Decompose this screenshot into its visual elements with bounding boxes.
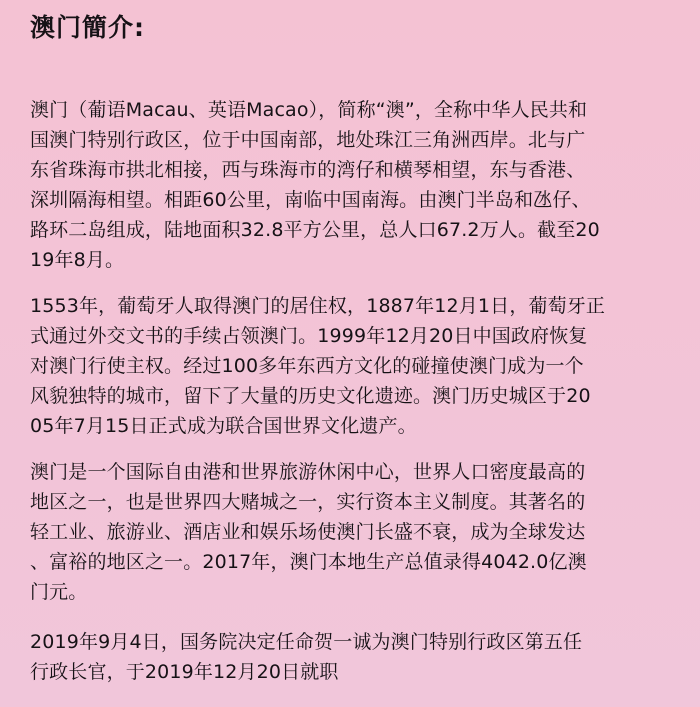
text-line: 澳门是一个国际自由港和世界旅游休闲中心，世界人口密度最高的 xyxy=(30,461,586,483)
text-line: 东省珠海市拱北相接，西与珠海市的湾仔和横琴相望，东与香港、 xyxy=(30,159,586,181)
text-line: 19年8月。 xyxy=(30,249,125,271)
text-line: 轻工业、旅游业、酒店业和娱乐场使澳门长盛不衰，成为全球发达 xyxy=(30,521,586,543)
paragraph-history xyxy=(30,291,685,441)
paragraph-overview xyxy=(30,95,685,275)
text-line: 深圳隔海相望。相距60公里，南临中国南海。由澳门半岛和氹仔、 xyxy=(30,189,591,211)
text-line: 1553年，葡萄牙人取得澳门的居住权，1887年12月1日，葡萄牙正 xyxy=(30,295,606,317)
text-line: 地区之一，也是世界四大赌城之一，实行资本主义制度。其著名的 xyxy=(30,491,586,513)
text-line: 05年7月15日正式成为联合国世界文化遗产。 xyxy=(30,415,417,437)
text-line: 澳门（葡语Macau、英语Macao），简称“澳”，全称中华人民共和 xyxy=(30,99,588,121)
text-line: 行政长官，于2019年12月20日就职 xyxy=(30,661,339,683)
text-line: 门元。 xyxy=(30,581,88,603)
paragraph-economy xyxy=(30,457,685,607)
text-line: 对澳门行使主权。经过100多年东西方文化的碰撞使澳门成为一个 xyxy=(30,355,584,377)
paragraph-chief-executive xyxy=(30,627,685,687)
text-line: 2019年9月4日，国务院决定任命贺一诚为澳门特别行政区第五任 xyxy=(30,631,583,653)
text-line: 国澳门特别行政区，位于中国南部，地处珠江三角洲西岸。北与广 xyxy=(30,129,586,151)
text-line: 、富裕的地区之一。2017年，澳门本地生产总值录得4042.0亿澳 xyxy=(30,551,587,573)
text-line: 式通过外交文书的手续占领澳门。1999年12月20日中国政府恢复 xyxy=(30,325,588,347)
text-line: 路环二岛组成，陆地面积32.8平方公里，总人口67.2万人。截至20 xyxy=(30,219,600,241)
page-title: 澳门簡介: xyxy=(30,13,145,42)
text-line: 风貌独特的城市，留下了大量的历史文化遗迹。澳门历史城区于20 xyxy=(30,385,591,407)
